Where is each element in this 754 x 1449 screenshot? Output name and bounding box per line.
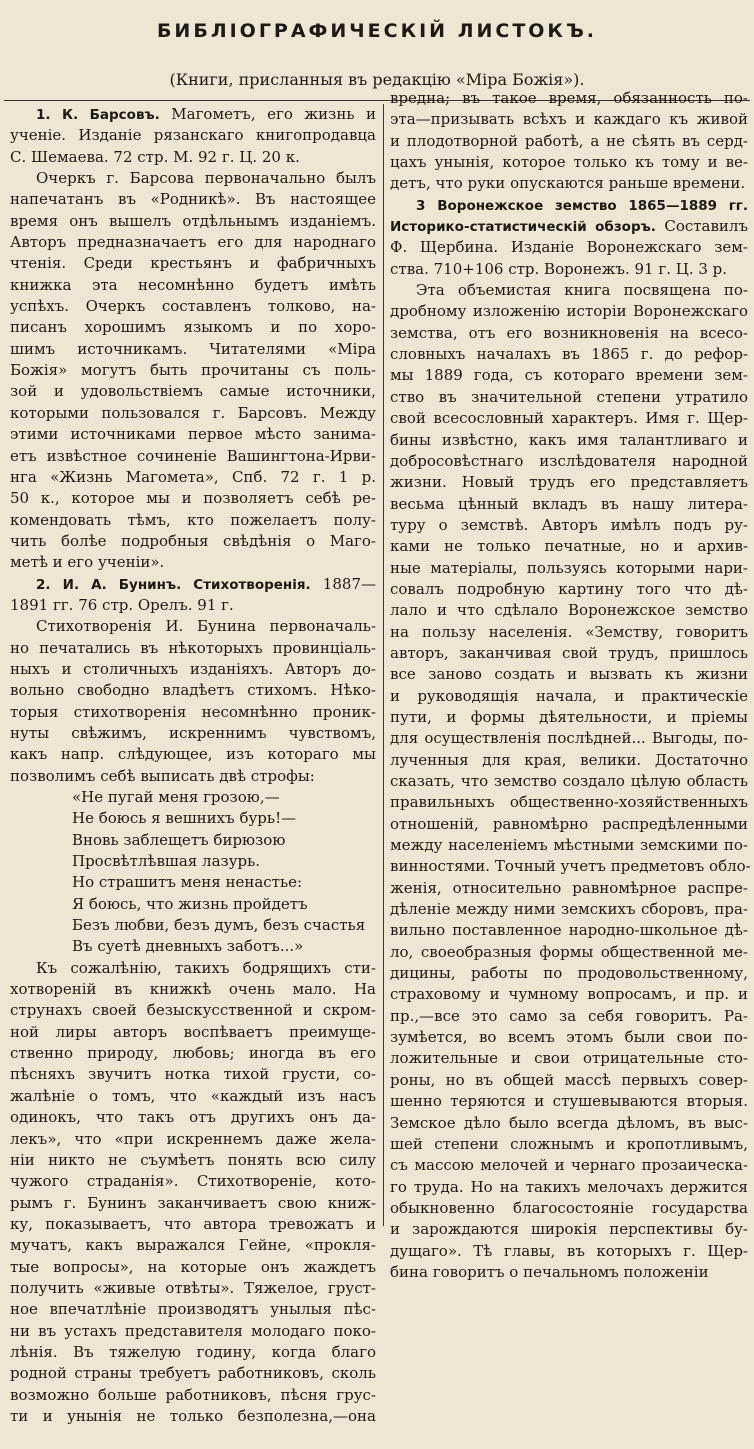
text-line: чужого страданія». Стихотвореніе, кото- (10, 1172, 376, 1191)
text-line: совалъ подробную картину того что дѣ- (390, 579, 748, 598)
verse-line: Безъ любви, безъ думъ, безъ счастья (72, 916, 366, 935)
text-line: книжка эта несомнѣнно будетъ имѣть (10, 275, 376, 294)
text-line: сказать, что земство создало цѣлую область (390, 772, 748, 790)
text-line: лекъ», что «при искреннемъ даже желa- (10, 1129, 376, 1148)
text-line: С. Шемаева. 72 стр. М. 92 г. Ц. 20 к. (10, 147, 300, 166)
text-line: 1891 гг. 76 стр. Орелъ. 91 г. (10, 595, 234, 614)
text-line: цахъ унынія, которое только къ тому и ве- (390, 153, 748, 172)
text-line: Авторъ предназначаетъ его для народнаго (10, 233, 376, 252)
text-line: но печатались въ нѣкоторыхъ провинціаль- (10, 638, 376, 657)
text-line: жалѣніе о томъ, что «каждый изъ насъ (10, 1086, 376, 1105)
text-line: Божія» могутъ быть прочитаны съ поль- (10, 361, 376, 380)
text-line: свой всесословный характеръ. Имя г. Щер- (390, 409, 748, 428)
text-line: вредна; въ такое время, обязанность по- (390, 89, 748, 107)
text-line: етъ извѣстное сочиненіе Вашингтона-Ирви- (10, 446, 376, 465)
text-line: ло, своеобразныя формы общественной ме- (390, 942, 748, 961)
text-line: страховому и чумному вопросамъ, и пр. и (390, 985, 748, 1004)
text-line: ство въ значительной степени утратило (390, 387, 748, 406)
text-line: тые вопросы», на которые онъ жаждетъ (10, 1257, 376, 1276)
text-line: зумѣется, во всемъ этомъ были свои по- (390, 1028, 748, 1047)
text-line: го труда. Но на такихъ мелочахъ держится (390, 1177, 748, 1196)
column-divider (383, 104, 384, 1226)
text-line: и руководящія начала, и практическіе (390, 686, 748, 705)
text-line: торыя стихотворенія несомнѣнно проник- (10, 702, 376, 721)
text-line: какъ напр. слѣдующее, изъ котораго мы (10, 745, 376, 764)
text-line: время онъ вышелъ отдѣльнымъ изданіемъ. (10, 211, 376, 230)
left-column (10, 104, 376, 1425)
text-line: комендовать тѣмъ, кто пожелаетъ полу- (10, 510, 376, 529)
text-line: отношеній, равномѣрно распредѣленными (390, 814, 748, 833)
text-line: словныхъ началахъ въ 1865 г. до рефор- (390, 345, 748, 364)
text-line: Ф. Щербина. Изданіе Воронежскаго зем- (390, 238, 748, 257)
page-title: БИБЛІОГРАФИЧЕСКІЙ ЛИСТОКЪ. (156, 20, 598, 42)
text-line: дущаго». Тѣ главы, въ которыхъ г. Щер- (390, 1241, 748, 1260)
text-line: съ массою мелочей и чернаго прозаическа- (390, 1156, 748, 1175)
text-line: женія, относительно равномѣрное распре- (390, 878, 748, 897)
verse-line: «Не пугай меня грозою,— (72, 788, 280, 806)
text-line: одинокъ, что такъ отъ другихъ онъ да- (10, 1108, 376, 1127)
text-line: авторъ, заканчивая свой трудъ, пришлось (390, 643, 748, 662)
text-line: ти и унынія не только безполезна,—она (10, 1406, 376, 1425)
text-line: чить болѣе подробныя свѣдѣнія о Маго- (10, 531, 376, 550)
text-line: пути, и формы дѣятельности, и пріемы (390, 707, 748, 726)
text-line: все заново создать и вызвать къ жизни (390, 665, 748, 684)
text-line: родной страны требуетъ работниковъ, сколь (10, 1364, 376, 1383)
text-line: лученныя для края, велики. Достаточно (390, 750, 748, 769)
text-line: ку, показываетъ, что автора тревожатъ и (10, 1214, 376, 1233)
text-line: 1. К. Барсовъ. Магометъ, его жизнь и (36, 105, 376, 123)
text-line: нга «Жизнь Магомета», Спб. 72 г. 1 р. (10, 467, 376, 486)
text-line: Стихотворенія И. Бунина первоначаль- (36, 617, 376, 636)
text-line: ни въ устахъ представителя молодаго поко- (10, 1321, 376, 1340)
text-line: ученіе. Изданіе рязанскаго книгопродавца (10, 126, 376, 145)
text-line: шей степени сложнымъ и кропотливымъ, (390, 1134, 748, 1153)
text-line: ные матеріалы, пользуясь которыми нари- (390, 558, 748, 577)
text-line: мы 1889 года, съ котораго времени зем- (390, 366, 748, 385)
text-line: бины извѣстно, какъ имя талантливаго и (390, 430, 748, 449)
text-line: обыкновенно благосостояніе государства (390, 1198, 748, 1217)
text-line: зой и удовольствіемъ самые источники, (10, 382, 376, 401)
text-line: Историко-статистическій обзоръ. Составилъ (390, 217, 749, 236)
text-line: рымъ г. Бунинъ заканчиваетъ свою книж- (10, 1193, 376, 1212)
text-line: бина говоритъ о печальномъ положеніи (390, 1262, 709, 1281)
text-line: возможно больше работниковъ, пѣсня груc- (10, 1385, 376, 1404)
verse-line: Не боюсь я вешнихъ бурь!— (72, 809, 297, 828)
text-line: для осуществленія послѣдней... Выгоды, по- (390, 729, 748, 748)
text-line: Къ сожалѣнію, такихъ бодрящихъ сти- (36, 958, 376, 977)
text-line: весьма цѣнный вкладъ въ нашу литера- (390, 494, 748, 513)
text-line: которыми пользовался г. Барсовъ. Между (10, 403, 376, 422)
text-line: на пользу населенія. «Земству, говоритъ (390, 622, 748, 641)
text-line: ложительные и свои отрицательные сто- (390, 1049, 748, 1068)
text-line: шимъ источникамъ. Читателями «Міра (10, 339, 376, 358)
verse-line: Просвѣтлѣвшая лазурь. (72, 852, 261, 871)
text-line: писанъ хорошимъ языкомъ и по хоро- (10, 318, 376, 337)
text-line: Очеркъ г. Барсова первоначально былъ (36, 169, 376, 188)
text-line: ственно природу, любовь; иногда въ его (10, 1044, 376, 1063)
text-line: струнахъ своей безыскусственной и скром- (10, 1001, 376, 1020)
text-line: ства. 710+106 стр. Воронежъ. 91 г. Ц. 3 р. (390, 259, 728, 278)
text-line: дробному изложенію исторіи Воронежскаго (390, 302, 748, 321)
text-line: туру о земствѣ. Авторъ имѣлъ подъ ру- (390, 515, 748, 534)
text-line: этими источниками первое мѣсто занима- (10, 425, 376, 444)
text-line: и зарождаются широкія перспективы бу- (390, 1220, 748, 1239)
text-line: ныхъ и столичныхъ изданіяхъ. Авторъ до- (10, 659, 376, 678)
text-line: мучатъ, какъ выражался Гейне, «прокля- (10, 1236, 376, 1255)
text-line: ное впечатлѣніе производятъ унылыя пѣс- (10, 1300, 376, 1319)
text-line: лѣнія. Въ тяжелую годину, когда благо (10, 1342, 376, 1361)
right-column (390, 88, 751, 1281)
text-line: и плодотворной работѣ, а не сѣять въ серд- (390, 131, 748, 150)
text-line: чтенія. Среди крестьянъ и фабричныхъ (10, 254, 376, 273)
text-line: метѣ и его ученіи». (10, 553, 165, 572)
text-line: пѣсняхъ звучитъ нотка тихой грусти, со- (10, 1065, 376, 1084)
text-line: ной лиры авторъ воспѣваетъ преимуще- (10, 1022, 376, 1041)
text-line: вильно поставленное народно-школьное дѣ- (390, 921, 748, 940)
text-line: получить «живые отвѣты». Тяжелое, груст- (10, 1278, 376, 1297)
text-line: жизни. Новый трудъ его представляетъ (390, 473, 748, 492)
text-line: Земское дѣло было всегда дѣломъ, въ выс- (390, 1113, 748, 1132)
text-line: ніи никто не съумѣетъ понять всю силу (10, 1150, 376, 1169)
text-line: напечатанъ въ «Родникѣ». Въ настоящее (10, 190, 376, 209)
text-line (10, 1427, 376, 1448)
verse-line: Я боюсь, что жизнь пройдетъ (72, 894, 308, 913)
text-line: вольно свободно владѣетъ стихомъ. Нѣко- (10, 681, 376, 700)
text-line: 2. И. А. Бунинъ. Стихотворенія. 1887— (36, 574, 376, 593)
verse-line: Вновь заблещетъ бирюзою (72, 830, 286, 849)
text-line: между населеніемъ мѣстными земскими по- (390, 836, 748, 855)
text-line: детъ, что руки опускаются раньше времени. (390, 174, 746, 193)
text-line: правильныхъ общественно-хозяйственныхъ (390, 793, 748, 812)
text-line: успѣхъ. Очеркъ составленъ толково, на- (10, 297, 376, 316)
verse-line: Но страшитъ меня ненастье: (72, 873, 303, 892)
text-line: хотвореній въ книжкѣ очень мало. На (10, 980, 376, 999)
text-line: нуты свѣжимъ, искреннимъ чувствомъ, (10, 723, 376, 742)
text-line: Эта объемистая книга посвящена по- (416, 281, 748, 300)
text-line: 3 Воронежское земство 1865—1889 гг. (416, 197, 748, 214)
text-line: 50 к., которое мы и позволяетъ себѣ ре- (10, 489, 376, 508)
text-line: эта—призывать всѣхъ и каждаго къ живой (390, 110, 748, 129)
text-line: пр.,—все это само за себя говоритъ. Ра- (390, 1006, 748, 1025)
text-line: дицины, работы по продовольственному, (390, 964, 748, 983)
text-line: лало и что сдѣлало Воронежское земство (390, 601, 748, 620)
text-line: добросовѣстнаго изслѣдователя народной (390, 451, 748, 470)
text-line: земства, отъ его возникновенія на всесо- (390, 323, 748, 342)
page-subtitle: (Книги, присланныя въ редакцію «Міра Божія»). (169, 70, 585, 89)
text-line: ками не только печатные, но и архив- (390, 537, 748, 556)
text-line: роны, но въ общей массѣ первыхъ совер- (390, 1070, 748, 1089)
verse-line: Въ суетѣ дневныхъ заботъ...» (72, 937, 304, 956)
text-line: дѣленіе между ними земскихъ сборовъ, пра- (390, 900, 748, 919)
text-line: позволимъ себѣ выписать двѣ строфы: (10, 766, 315, 785)
text-line: шенно теряются и стушевываются вторыя. (390, 1092, 748, 1111)
text-line: винностями. Точный учетъ предметовъ обло- (390, 857, 751, 876)
